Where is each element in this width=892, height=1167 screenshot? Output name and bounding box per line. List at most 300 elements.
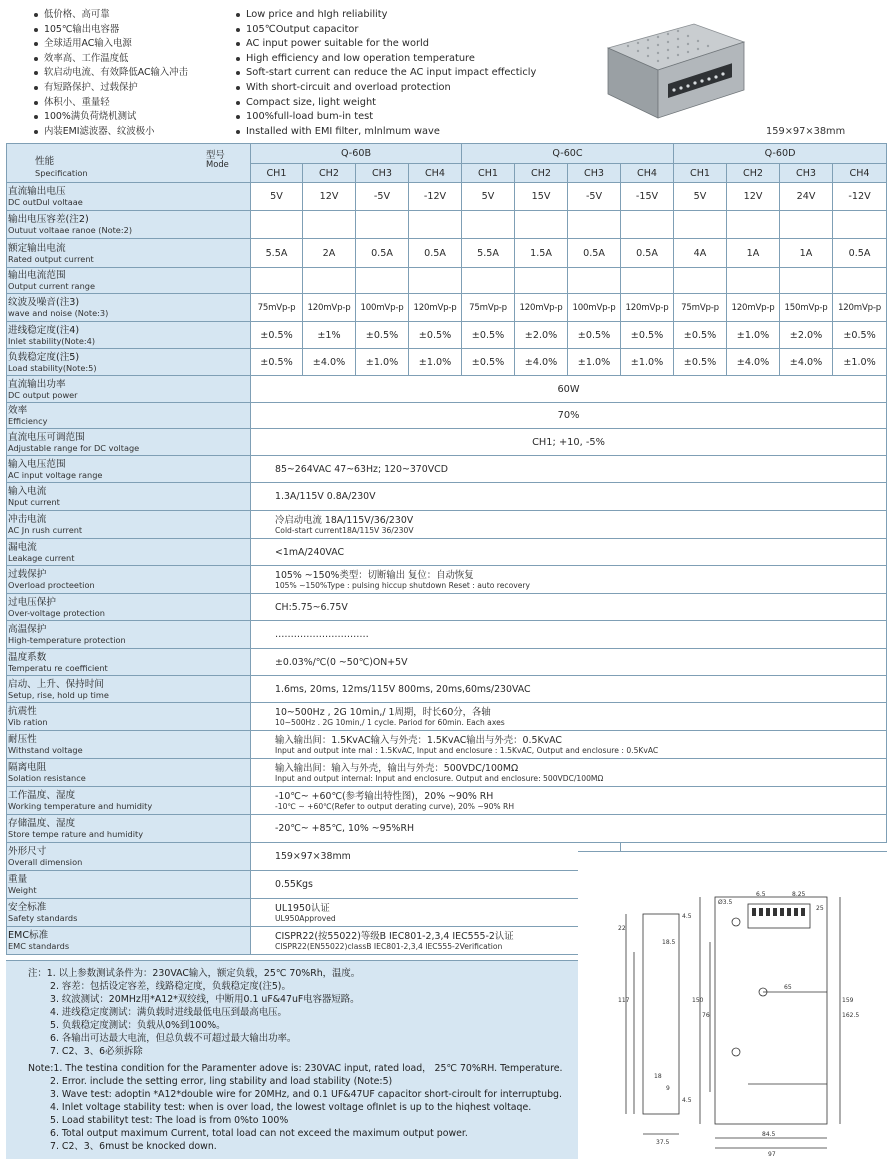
row-label-en: Over-voltage protection (8, 607, 105, 618)
value-line-cn: 冷启动电流 18A/115V/36/230V (275, 514, 414, 526)
feature-cn-item: 体积小、重量轻 (34, 96, 230, 111)
product-photo (598, 20, 750, 122)
drawing-label: 37.5 (656, 1139, 670, 1146)
row-dc-voltage (7, 183, 887, 211)
cell-value: 0.5A (356, 239, 409, 268)
cell-value (621, 268, 674, 294)
cell-value: -5V (568, 183, 621, 211)
cell-value: 5V (462, 183, 515, 211)
value-line-cn: 105% ~150%类型：切断输出 复位：自动恢复 (275, 569, 474, 581)
row-label-en: Adjustable range for DC voltage (8, 442, 140, 453)
cell-value (727, 268, 780, 294)
cell-value (303, 268, 356, 294)
row-label (7, 703, 251, 731)
row-current-range (7, 268, 887, 294)
row-label-en: Overall dimension (8, 857, 83, 867)
row-label-cn: 输入电流 (8, 486, 47, 497)
row-label-cn: 输出电压容差(注2) (8, 214, 89, 225)
row-value: 85~264VAC 47~63Hz; 120~370VCD (251, 456, 887, 483)
row-label-cn: 重量 (8, 874, 28, 885)
cell-value: ±1.0% (409, 349, 462, 376)
channel-header: CH2 (515, 164, 568, 183)
note-cn: 2. 容差：包括设定容差，线路稳定度，负载稳定度(注5)。 (50, 981, 291, 992)
cell-value: 2A (303, 239, 356, 268)
row-value: 0.55Kgs (251, 871, 621, 899)
row-label-cn: 耐压性 (8, 734, 37, 745)
cell-value: ±0.5% (833, 322, 887, 349)
channel-header: CH4 (833, 164, 887, 183)
note-cn: 3. 纹波测试：20MHz用*A12*双绞线，中断用0.1 uF&47uF电容器短路。 (50, 994, 360, 1005)
cell-value: ±4.0% (303, 349, 356, 376)
note-en: 4. Inlet voltage stability test: when is over load, the lowest voItage ofInlet is up to the hiqhest voltaqe. (50, 1102, 532, 1113)
features-en-list (236, 8, 596, 139)
row-label (7, 621, 251, 649)
channel-header: CH3 (780, 164, 833, 183)
cell-value: 120mVp-p (515, 294, 568, 322)
channel-header: CH3 (568, 164, 621, 183)
drawing-label: 150 (692, 997, 704, 1004)
row-label (7, 403, 251, 429)
row-label (7, 239, 251, 268)
row-label-cn: 过载保护 (8, 569, 47, 580)
drawing-label: 25 (816, 905, 824, 912)
spec-table (6, 143, 887, 955)
cell-value: ±1.0% (568, 349, 621, 376)
row-label-cn: 安全标准 (8, 902, 47, 913)
row-label-en: EMC standards (8, 941, 70, 951)
cell-value: ±4.0% (727, 349, 780, 376)
cell-value: 0.5A (833, 239, 887, 268)
row-label-cn: 直流输出电压 (8, 186, 66, 197)
row-label-cn: 漏电流 (8, 541, 37, 553)
row-value: 1.3A/115V 0.8A/230V (251, 483, 887, 511)
cell-value (515, 211, 568, 239)
value-line-en: 10~500Hz . 2G 10min,/ 1 cycle. Pariod for 60min. Each axes (275, 717, 505, 727)
row-label-en: DC output power (8, 389, 78, 400)
feature-en-item: Low price and hIgh reliability (236, 8, 596, 23)
cell-value (462, 268, 515, 294)
row-value: 70% (251, 403, 887, 429)
channel-header: CH1 (674, 164, 727, 183)
row-value: <1mA/240VAC (251, 539, 887, 566)
row-label-en: Outuut voltaae ranoe (Note:2) (8, 225, 133, 235)
cell-value: ±2.0% (780, 322, 833, 349)
row-label (7, 183, 251, 211)
row-efficiency (7, 403, 887, 429)
row-label-en: Store tempe rature and humidity (8, 829, 144, 839)
value-line-en: UL950Approved (275, 913, 336, 923)
row-label-en: Withstand voltage (8, 745, 83, 755)
cell-value: 12V (303, 183, 356, 211)
value-line-en: -10℃ ~ +60℃(Refer to output derating curve), 20% ~90% RH (275, 801, 515, 811)
cell-value: 75mVp-p (251, 294, 303, 322)
row-value (251, 566, 887, 594)
row-label (7, 815, 251, 843)
row-label-cn: 抗震性 (8, 706, 37, 717)
row-label-cn: 温度系数 (8, 651, 47, 663)
drawing-label: 65 (784, 984, 792, 991)
drawing-label: 117 (618, 997, 630, 1004)
cell-value (462, 211, 515, 239)
cell-value (727, 211, 780, 239)
dimension-drawing (578, 851, 887, 1159)
row-ovp (7, 594, 887, 621)
row-value (251, 759, 887, 787)
cell-value: -12V (409, 183, 462, 211)
row-ripple (7, 294, 887, 322)
feature-en-item: Installed with EMI filter, mlnlmum wave (236, 125, 596, 140)
cell-value: ±1.0% (727, 322, 780, 349)
row-label-en: High-temperature protection (8, 635, 126, 645)
row-value: -20℃~ +85℃, 10% ~95%RH (251, 815, 887, 843)
row-input-current (7, 483, 887, 511)
drawing-label: Ø3.5 (718, 899, 733, 906)
row-label-en: Vib ration (8, 717, 48, 727)
value-line-cn: UL1950认证 (275, 902, 330, 914)
row-inrush (7, 511, 887, 539)
note-cn: 7. C2、3、6必须拆除 (50, 1046, 143, 1057)
model-header: Q-60C (462, 144, 674, 164)
row-label-cn: 过电压保护 (8, 596, 56, 608)
row-label-cn: EMC标准 (8, 930, 49, 941)
drawing-label: 6.5 (756, 891, 766, 898)
feature-cn-item: 100%满负荷烧机测试 (34, 110, 230, 125)
cell-value (356, 211, 409, 239)
row-label (7, 594, 251, 621)
row-leakage (7, 539, 887, 566)
drawing-label: 18 (654, 1073, 662, 1080)
feature-en-item: Soft-start current can reduce the AC input impact effecticly (236, 66, 596, 81)
spec-label-en: Specification (35, 168, 88, 178)
value-line-en: 105% ~150%Type : pulsing hiccup shutdown Reset : auto recovery (275, 580, 530, 590)
channel-header: CH1 (462, 164, 515, 183)
row-label-en: AC input voltage range (8, 469, 103, 480)
cell-value: 150mVp-p (780, 294, 833, 322)
row-label-en: AC Jn rush current (8, 525, 83, 535)
note-en: 7. C2、3、6must be knocked down. (50, 1141, 217, 1152)
row-label-cn: 效率 (8, 405, 28, 416)
dimension-drawing-svg (578, 852, 887, 1160)
row-label (7, 927, 251, 955)
row-value: 159×97×38mm (251, 843, 621, 871)
row-label (7, 483, 251, 511)
row-value: ………………………… (251, 621, 887, 649)
cell-value: 5V (251, 183, 303, 211)
row-label (7, 676, 251, 703)
cell-value: 75mVp-p (674, 294, 727, 322)
row-label (7, 731, 251, 759)
cell-value: ±0.5% (251, 322, 303, 349)
drawing-label: 4.5 (682, 1097, 692, 1104)
row-value: CH1; +10, -5% (251, 429, 887, 456)
model-label-cn: 型号 (206, 150, 225, 161)
cell-value: ±0.5% (674, 349, 727, 376)
note-cn: 4. 进线稳定度测试：满负载时进线最低电压到最高电压。 (50, 1007, 287, 1018)
note-en: Note:1. The testina condition for the Paramenter adove is: 230VAC input, rated load， 25℃ 70%RH. Temperature. (28, 1063, 563, 1074)
cell-value: ±1.0% (621, 349, 674, 376)
feature-cn-item: 效率高、工作温度低 (34, 52, 230, 67)
row-rated-current (7, 239, 887, 268)
row-value (251, 511, 887, 539)
features-section (0, 0, 892, 143)
row-overload (7, 566, 887, 594)
cell-value: ±1.0% (833, 349, 887, 376)
feature-cn-item: 105℃输出电容器 (34, 23, 230, 38)
row-label-cn: 负载稳定度(注5) (8, 351, 80, 363)
cell-value: 12V (727, 183, 780, 211)
cell-value: 0.5A (409, 239, 462, 268)
row-input-range (7, 456, 887, 483)
row-label (7, 294, 251, 322)
value-line-en: CISPR22(EN55022)classB IEC801-2,3,4 IEC555-2Verification (275, 941, 503, 951)
row-value: ±0.03%/℃(0 ~50℃)ON+5V (251, 649, 887, 676)
cell-value (568, 268, 621, 294)
row-label (7, 456, 251, 483)
row-label-en: wave and noise (Note:3) (8, 308, 109, 318)
cell-value (674, 211, 727, 239)
row-label-en: Working temperature and humidity (8, 801, 153, 811)
note-en: 3. Wave test: adoptin *A12*double wire for 20MHz, and 0.1 UF&47UF capacitor short-ciroult for interruptubg. (50, 1089, 562, 1100)
model-header: Q-60B (251, 144, 462, 164)
feature-en-item: With short-circuit and overload protection (236, 81, 596, 96)
row-label (7, 211, 251, 239)
drawing-label: 9 (666, 1085, 670, 1092)
row-label-cn: 纹波及噪音(注3) (8, 297, 80, 308)
row-label-cn: 存储温度、湿度 (8, 818, 76, 829)
cell-value: ±1.0% (356, 349, 409, 376)
cell-value: ±0.5% (621, 322, 674, 349)
cell-value (409, 211, 462, 239)
value-line-en: Input and output inte rnal : 1.5KvAC, Input and enclosure : 1.5KvAC, Output and enclosure : 0.5KvAC (275, 745, 659, 755)
note-en: 2. Error. include the setting error, ling stability and load stability (Note:5) (50, 1076, 393, 1087)
feature-cn-item: 内装EMI滤波器、纹波极小 (34, 125, 230, 140)
row-label (7, 649, 251, 676)
feature-en-item: 105℃Output capacitor (236, 23, 596, 38)
row-value: CH:5.75~6.75V (251, 594, 887, 621)
row-label-cn: 进线稳定度(注4) (8, 324, 80, 336)
row-withstand (7, 731, 887, 759)
cell-value (621, 211, 674, 239)
drawing-label: 18.5 (662, 939, 676, 946)
channel-header: CH2 (727, 164, 780, 183)
channel-header: CH1 (251, 164, 303, 183)
cell-value (833, 211, 887, 239)
row-work-temp (7, 787, 887, 815)
channel-header: CH4 (621, 164, 674, 183)
row-label-en: Setup, rise, hold up time (8, 689, 109, 700)
cell-value: ±0.5% (462, 322, 515, 349)
row-label-en: Inlet stability(Note:4) (8, 335, 96, 346)
row-label-cn: 额定输出电流 (8, 242, 66, 254)
cell-value: ±1% (303, 322, 356, 349)
row-label-en: Load stability(Note:5) (8, 362, 97, 373)
cell-value: 1A (727, 239, 780, 268)
row-label-en: Nput current (8, 497, 60, 507)
row-line-regulation (7, 322, 887, 349)
row-label (7, 566, 251, 594)
value-line-cn: 输入输出间：1.5KvAC输入与外壳：1.5KvAC输出与外壳：0.5KvAC (275, 734, 562, 746)
row-label-cn: 输入电压范围 (8, 458, 66, 470)
cell-value: ±0.5% (674, 322, 727, 349)
cell-value: 1.5A (515, 239, 568, 268)
row-label (7, 899, 251, 927)
row-label-en: Rated output current (8, 253, 94, 264)
value-line-en: Input and output internal: Input and enclosure. Output and enclosure: 500VDC/100MΩ (275, 773, 604, 783)
cell-value: ±0.5% (409, 322, 462, 349)
cell-value: 75mVp-p (462, 294, 515, 322)
row-label-cn: 高温保护 (8, 624, 47, 635)
drawing-label: 84.5 (762, 1131, 776, 1138)
row-label (7, 322, 251, 349)
row-label (7, 787, 251, 815)
cell-value (833, 268, 887, 294)
feature-cn-item: 有短路保护、过载保护 (34, 81, 230, 96)
row-value (251, 927, 621, 955)
row-vibration (7, 703, 887, 731)
cell-value (409, 268, 462, 294)
cell-value (780, 211, 833, 239)
row-label (7, 376, 251, 403)
row-tolerance (7, 211, 887, 239)
cell-value (515, 268, 568, 294)
cell-value (251, 211, 303, 239)
cell-value: 120mVp-p (727, 294, 780, 322)
cell-value: ±4.0% (515, 349, 568, 376)
note-en: 6. Total output maximum Current, total load can not exceed the maximum output power. (50, 1128, 468, 1139)
note-cn: 注：1. 以上参数测试条件为：230VAC输入，额定负载，25℃ 70%Rh，温度。 (28, 968, 361, 979)
header-model-row (7, 144, 887, 164)
value-line-cn: 10~500Hz , 2G 10min,/ 1周期，时长60分，各轴 (275, 706, 491, 718)
row-label-cn: 直流输出功率 (8, 378, 66, 390)
channel-header: CH3 (356, 164, 409, 183)
row-label-cn: 启动、上升、保持时间 (8, 678, 104, 690)
cell-value: 0.5A (621, 239, 674, 268)
row-label-cn: 冲击电流 (8, 514, 47, 525)
cell-value: 5.5A (462, 239, 515, 268)
value-line-cn: 输入输出间：输入与外壳，输出与外壳：500VDC/100MΩ (275, 762, 519, 774)
row-store-temp (7, 815, 887, 843)
feature-en-item: High efficiency and low operation temperature (236, 52, 596, 67)
cell-value: 5V (674, 183, 727, 211)
row-label-en: Output current range (8, 281, 95, 291)
row-isolation (7, 759, 887, 787)
row-value (251, 787, 887, 815)
row-power (7, 376, 887, 403)
row-label (7, 843, 251, 871)
cell-value: 100mVp-p (568, 294, 621, 322)
cell-value: -5V (356, 183, 409, 211)
features-cn-list (34, 8, 230, 139)
cell-value: 100mVp-p (356, 294, 409, 322)
drawing-label: 76 (702, 1012, 710, 1019)
value-line-cn: CISPR22(按55022)等级B IEC801-2,3,4 IEC555-2认证 (275, 930, 514, 942)
row-label (7, 759, 251, 787)
feature-cn-item: 低价格、高可靠 (34, 8, 230, 23)
cell-value: ±0.5% (356, 322, 409, 349)
row-adjust (7, 429, 887, 456)
cell-value: ±2.0% (515, 322, 568, 349)
row-label (7, 511, 251, 539)
feature-en-item: AC input power suitable for the world (236, 37, 596, 52)
row-label (7, 268, 251, 294)
row-label-en: Safety standards (8, 913, 78, 923)
cell-value: 5.5A (251, 239, 303, 268)
row-value: 60W (251, 376, 887, 403)
cell-value: 120mVp-p (621, 294, 674, 322)
drawing-label: 159 (842, 997, 854, 1004)
cell-value (674, 268, 727, 294)
channel-header: CH2 (303, 164, 356, 183)
cell-value: 1A (780, 239, 833, 268)
cell-value: 120mVp-p (409, 294, 462, 322)
drawing-label: 4.5 (682, 913, 692, 920)
row-label (7, 349, 251, 376)
row-otp (7, 621, 887, 649)
cell-value (303, 211, 356, 239)
cell-value: ±0.5% (462, 349, 515, 376)
row-label-cn: 直流电压可调范围 (8, 431, 85, 443)
drawing-label: 22 (618, 925, 626, 932)
row-label-cn: 工作温度、湿度 (8, 790, 76, 801)
row-label-cn: 输出电流范围 (8, 270, 66, 281)
row-label-en: Solation resistance (8, 773, 86, 783)
cell-value: -12V (833, 183, 887, 211)
row-setup (7, 676, 887, 703)
cell-value (251, 268, 303, 294)
row-value (251, 731, 887, 759)
row-label-en: DC outDul voltaae (8, 197, 83, 207)
cell-value: 120mVp-p (303, 294, 356, 322)
model-header: Q-60D (674, 144, 887, 164)
drawing-label: 8.25 (792, 891, 806, 898)
note-cn: 5. 负载稳定度测试：负载从0%到100%。 (50, 1020, 226, 1031)
cell-value: -15V (621, 183, 674, 211)
row-label-en: Weight (8, 885, 37, 895)
row-label (7, 871, 251, 899)
row-label-en: Overload procteetion (8, 580, 95, 590)
row-value: 1.6ms, 20ms, 12ms/115V 800ms, 20ms,60ms/230VAC (251, 676, 887, 703)
row-label-cn: 外形尺寸 (8, 846, 47, 857)
drawing-label: 97 (768, 1151, 776, 1158)
cell-value: ±4.0% (780, 349, 833, 376)
notes-panel (6, 960, 578, 1159)
drawing-label: 162.5 (842, 1012, 860, 1019)
row-label-en: Leakage current (8, 552, 75, 563)
cell-value: 4A (674, 239, 727, 268)
cell-value: 0.5A (568, 239, 621, 268)
row-label-en: Temperatu re coefficient (8, 662, 108, 673)
feature-en-item: Compact size, light weight (236, 96, 596, 111)
cell-value: 15V (515, 183, 568, 211)
cell-value: ±0.5% (251, 349, 303, 376)
row-load-regulation (7, 349, 887, 376)
row-label (7, 539, 251, 566)
note-cn: 6. 各输出可达最大电流，但总负载不可超过最大输出功率。 (50, 1033, 297, 1044)
spec-label-cn: 性能 (35, 156, 55, 167)
cell-value (780, 268, 833, 294)
cell-value: ±0.5% (568, 322, 621, 349)
cell-value (356, 268, 409, 294)
row-value (251, 899, 621, 927)
row-label-en: Efficiency (8, 416, 48, 426)
note-en: 5. Load stabilityt test: The load is from 0%to 100% (50, 1115, 289, 1126)
feature-cn-item: 软启动电流、有效降低AC输入冲击 (34, 66, 230, 81)
cell-value: 24V (780, 183, 833, 211)
model-label-en: Mode (206, 159, 229, 169)
row-label-cn: 隔离电阻 (8, 762, 47, 773)
row-temp-coef (7, 649, 887, 676)
channel-header: CH4 (409, 164, 462, 183)
